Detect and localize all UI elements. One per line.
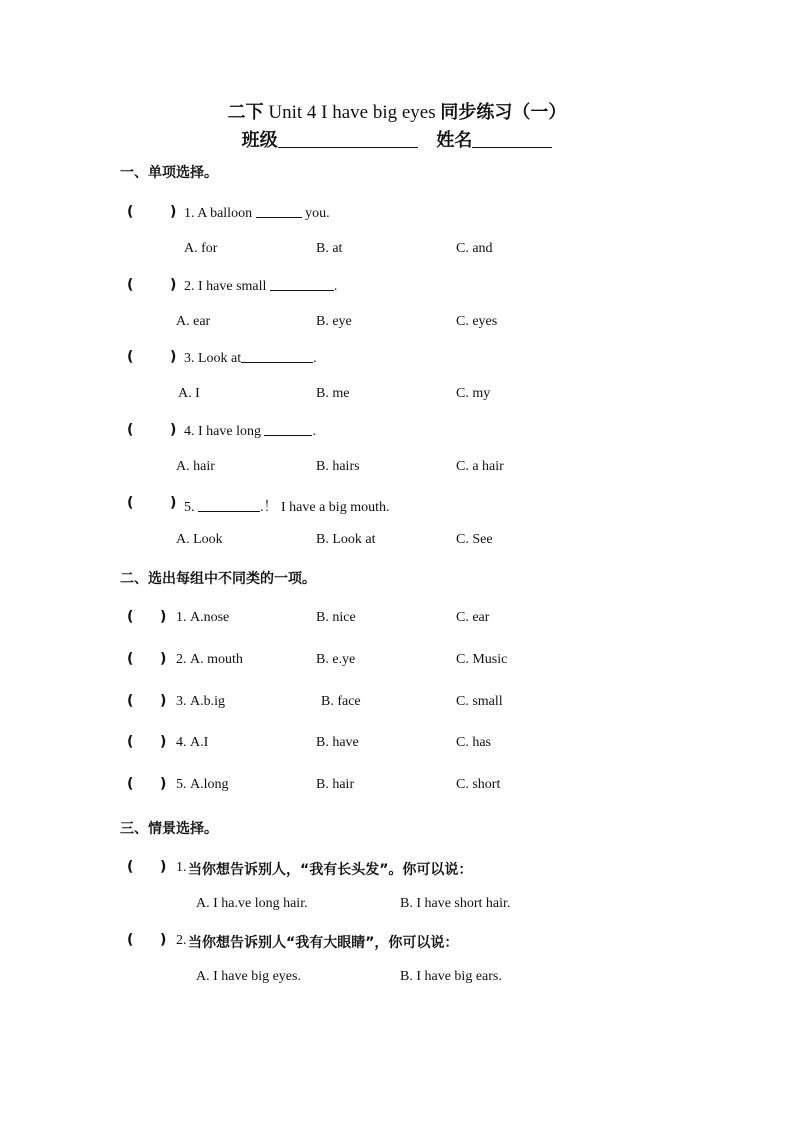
- option-c: C. ear: [456, 610, 490, 625]
- question-number: 3.: [176, 694, 187, 709]
- option-b: B. at: [316, 241, 343, 256]
- option-a: A. ear: [176, 314, 211, 329]
- question-number: 5.: [176, 777, 187, 792]
- answer-paren-open: (: [127, 651, 134, 667]
- answer-paren-close: ): [160, 609, 167, 625]
- option-b: B. nice: [316, 610, 356, 625]
- question-text: 1. A balloon you.: [184, 206, 330, 221]
- class-blank[interactable]: [278, 131, 418, 148]
- answer-paren-close: ): [170, 349, 177, 365]
- answer-paren-close: ): [170, 422, 177, 438]
- scenario-text: 当你想告诉别人“我有大眼睛”，你可以说：: [188, 935, 459, 951]
- answer-paren-close: ): [160, 693, 167, 709]
- answer-paren-close: ): [160, 776, 167, 792]
- answer-paren-close: ): [160, 932, 167, 948]
- question-number: 1.: [176, 610, 187, 625]
- option-c: C. Music: [456, 652, 508, 667]
- option-b: B. I have short hair.: [400, 896, 511, 911]
- option-c: C. has: [456, 735, 491, 750]
- section-3-heading: 三、情景选择。: [120, 821, 218, 837]
- question-number: 2.: [176, 652, 187, 667]
- answer-paren-close: ): [160, 651, 167, 667]
- question-text: 2. I have small .: [184, 279, 338, 294]
- section-1-heading: 一、单项选择。: [120, 165, 218, 181]
- option-b: B. Look at: [316, 532, 376, 547]
- answer-paren-open: (: [127, 734, 134, 750]
- answer-paren-open: (: [127, 776, 134, 792]
- option-a: A. I have big eyes.: [196, 969, 301, 984]
- option-b: B. eye: [316, 314, 352, 329]
- option-a: A.nose: [190, 610, 230, 625]
- answer-paren-close: ): [170, 204, 177, 220]
- answer-paren-open: (: [127, 277, 134, 293]
- option-a: A.I: [190, 735, 209, 750]
- option-c: C. short: [456, 777, 501, 792]
- answer-paren-open: (: [127, 609, 134, 625]
- answer-paren-close: ): [170, 495, 177, 511]
- answer-blank[interactable]: [270, 278, 334, 291]
- answer-paren-close: ): [160, 734, 167, 750]
- option-a: A. I: [178, 386, 200, 401]
- option-c: C. a hair: [456, 459, 504, 474]
- option-a: A. Look: [176, 532, 223, 547]
- question-number: 4.: [176, 735, 187, 750]
- title-unit: Unit 4 I have big eyes: [268, 102, 436, 123]
- option-c: C. eyes: [456, 314, 498, 329]
- option-c: C. small: [456, 694, 503, 709]
- class-label: 班级: [241, 130, 278, 151]
- question-number: 1.: [176, 860, 187, 875]
- answer-paren-open: (: [127, 495, 134, 511]
- option-a: A.long: [190, 777, 229, 792]
- answer-blank[interactable]: [264, 423, 312, 436]
- option-a: A. hair: [176, 459, 215, 474]
- title-suffix: 同步练习（一）: [440, 102, 567, 123]
- answer-paren-open: (: [127, 204, 134, 220]
- answer-paren-open: (: [127, 693, 134, 709]
- option-b: B. me: [316, 386, 350, 401]
- answer-paren-close: ): [170, 277, 177, 293]
- scenario-text: 当你想告诉别人，“我有长头发”。你可以说：: [188, 862, 473, 878]
- question-text: 5. .！ I have a big mouth.: [184, 500, 390, 515]
- option-b: B. e.ye: [316, 652, 356, 667]
- student-info-line: [0, 126, 794, 152]
- answer-paren-open: (: [127, 349, 134, 365]
- answer-paren-close: ): [160, 859, 167, 875]
- option-b: B. face: [321, 694, 361, 709]
- option-b: B. hair: [316, 777, 355, 792]
- title-grade: 二下: [227, 102, 264, 123]
- question-text: 4. I have long .: [184, 424, 316, 439]
- answer-paren-open: (: [127, 422, 134, 438]
- option-a: A. for: [184, 241, 218, 256]
- answer-blank[interactable]: [256, 205, 302, 218]
- question-number: 2.: [176, 933, 187, 948]
- answer-blank[interactable]: [241, 350, 313, 363]
- option-b: B. have: [316, 735, 359, 750]
- option-a: A. mouth: [190, 652, 243, 667]
- option-a: A.b.ig: [190, 694, 225, 709]
- answer-paren-open: (: [127, 859, 134, 875]
- name-label: 姓名: [436, 130, 473, 151]
- answer-paren-open: (: [127, 932, 134, 948]
- option-b: B. hairs: [316, 459, 360, 474]
- option-c: C. and: [456, 241, 493, 256]
- worksheet-title: [0, 98, 794, 124]
- section-2-heading: 二、选出每组中不同类的一项。: [120, 571, 316, 587]
- option-b: B. I have big ears.: [400, 969, 502, 984]
- option-c: C. See: [456, 532, 493, 547]
- option-c: C. my: [456, 386, 491, 401]
- name-blank[interactable]: [472, 131, 552, 148]
- answer-blank[interactable]: [198, 499, 260, 512]
- option-a: A. I ha.ve long hair.: [196, 896, 308, 911]
- question-text: 3. Look at .: [184, 351, 317, 366]
